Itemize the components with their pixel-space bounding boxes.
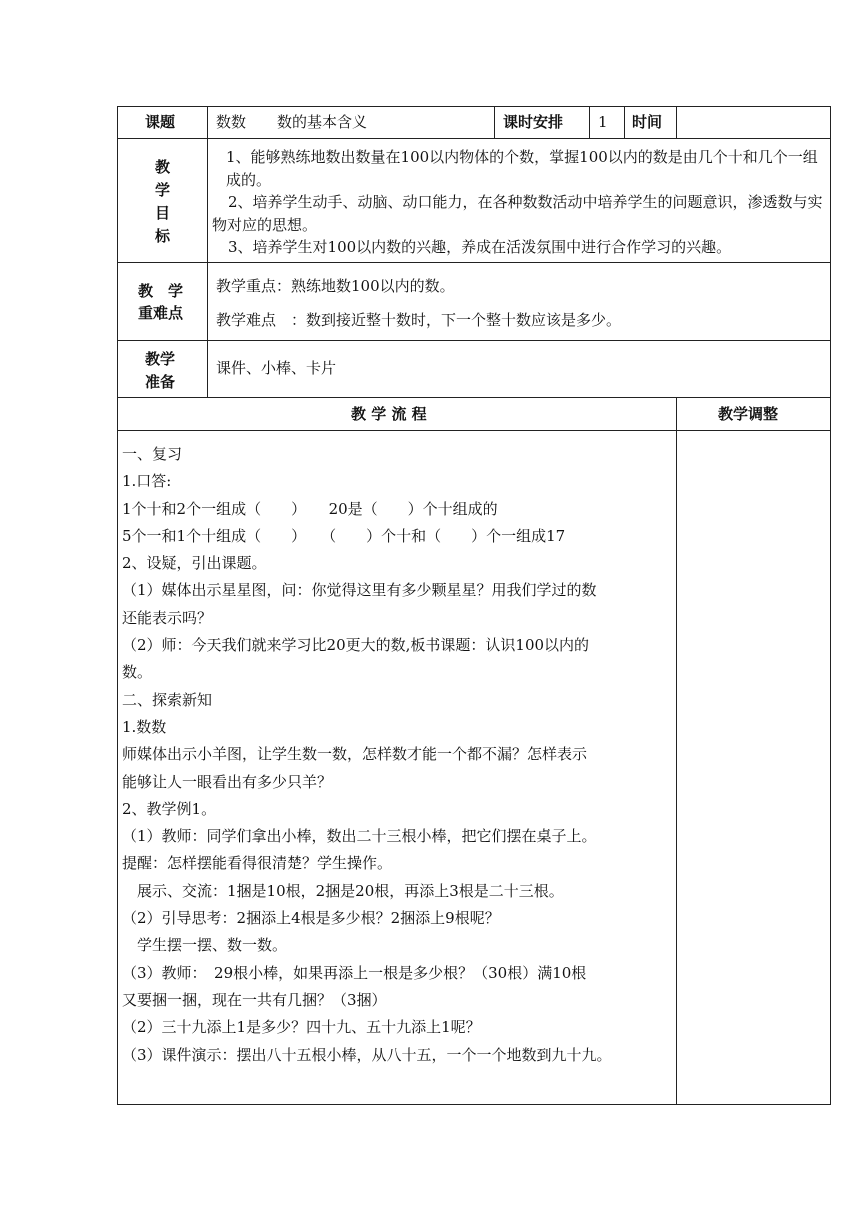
process-line: 又要捆一捆，现在一共有几捆？（3捆） (122, 990, 387, 1009)
process-line: 提醒：怎样摆能看得很清楚？学生操作。 (122, 854, 393, 873)
table-border-top (117, 106, 831, 107)
process-line: 学生摆一摆、数一数。 (122, 936, 288, 955)
process-line: 2、设疑，引出课题。 (122, 554, 267, 573)
process-title: 教 学 流 程 (351, 405, 427, 423)
process-line: （2）引导思考：2捆添上4根是多少根？2捆添上9根呢？ (122, 909, 500, 928)
goal-item-2: 2、培养学生动手、动脑、动口能力，在各种数数活动中培养学生的问题意识，渗透数与实物对应的思想。 (212, 193, 823, 234)
table-border-right (830, 106, 831, 1104)
process-line: （2）三十九添上1是多少？四十九、五十九添上1呢？ (122, 1018, 481, 1037)
process-line: （3）教师： 29根小棒，如果再添上一根是多少根？（30根）满10根 (122, 963, 587, 982)
schedule-label: 课时安排 (503, 113, 564, 131)
subject-value-1: 数数 (216, 113, 247, 131)
header-divider-schedule-value (589, 106, 590, 138)
goals-label-char-3: 目 (155, 204, 171, 222)
prep-label-line1: 教学 (145, 350, 176, 368)
process-line: 数。 (122, 663, 153, 682)
header-divider-time (624, 106, 625, 138)
row-divider-keypoints (117, 262, 831, 263)
goals-label-char-4: 标 (155, 227, 171, 245)
keypoints-label-line2: 重难点 (138, 304, 184, 322)
process-line: 2、教学例1。 (122, 799, 217, 818)
process-line: 还能表示吗？ (122, 608, 213, 627)
process-line: 师媒体出示小羊图，让学生数一数，怎样数才能一个都不漏？怎样表示 (122, 745, 588, 764)
process-line: 一、复习 (122, 445, 183, 463)
process-line: （1）教师：同学们拿出小棒，数出二十三根小棒，把它们摆在桌子上。 (122, 827, 597, 846)
time-label: 时间 (632, 113, 663, 131)
process-line: 二、探索新知 (122, 690, 213, 709)
table-border-left (117, 106, 118, 1104)
process-line: （1）媒体出示星星图，问：你觉得这里有多少颗星星？用我们学过的数 (122, 581, 597, 600)
row-divider-goals (117, 138, 831, 139)
process-line: 能够让人一眼看出有多少只羊？ (122, 772, 333, 791)
prep-value: 课件、小棒、卡片 (216, 359, 337, 377)
process-line: 1.数数 (122, 717, 167, 736)
subject-label: 课题 (145, 113, 176, 131)
header-divider-schedule (494, 106, 495, 138)
goal-item-1: 1、能够熟练地数出数量在100以内物体的个数，掌握100以内的数是由几个十和几个一组成的。 (226, 148, 818, 189)
schedule-value: 1 (598, 113, 608, 131)
process-line: 1.口答: (122, 472, 172, 491)
goals-label-char-2: 学 (155, 181, 171, 199)
keypoints-difficulty: 教学难点 ：数到接近整十数时，下一个整十数应该是多少。 (216, 311, 622, 329)
adjust-title: 教学调整 (718, 405, 779, 423)
goals-label-char-1: 教 (155, 158, 171, 176)
process-line: （2）师：今天我们就来学习比20更大的数,板书课题：认识100以内的 (122, 636, 590, 655)
process-line: （3）课件演示：摆出八十五根小棒，从八十五，一个一个地数到九十九。 (122, 1045, 612, 1064)
prep-label-line2: 准备 (145, 373, 176, 391)
process-line: 5个一和1个十组成（ ） （ ）个十和（ ）个一组成17 (122, 526, 566, 545)
header-divider-time-value (676, 106, 677, 138)
process-body (122, 441, 674, 1069)
label-column-divider (207, 106, 208, 397)
process-adjust-divider (676, 397, 677, 1104)
row-divider-process-header (117, 397, 831, 398)
row-divider-process-body (117, 430, 831, 431)
goal-item-3: 3、培养学生对100以内数的兴趣，养成在活泼氛围中进行合作学习的兴趣。 (228, 238, 732, 256)
process-line: 展示、交流：1捆是10根，2捆是20根，再添上3根是二十三根。 (122, 881, 564, 900)
keypoints-label-line1: 教 学 (138, 282, 184, 300)
process-line: 1个十和2个一组成（ ） 20是（ ）个十组成的 (122, 499, 498, 518)
row-divider-prep (117, 340, 831, 341)
goals-text (212, 146, 827, 259)
subject-value-2: 数的基本含义 (277, 113, 368, 131)
keypoints-focus: 教学重点：熟练地数100以内的数。 (216, 277, 455, 295)
table-border-bottom (117, 1104, 831, 1105)
